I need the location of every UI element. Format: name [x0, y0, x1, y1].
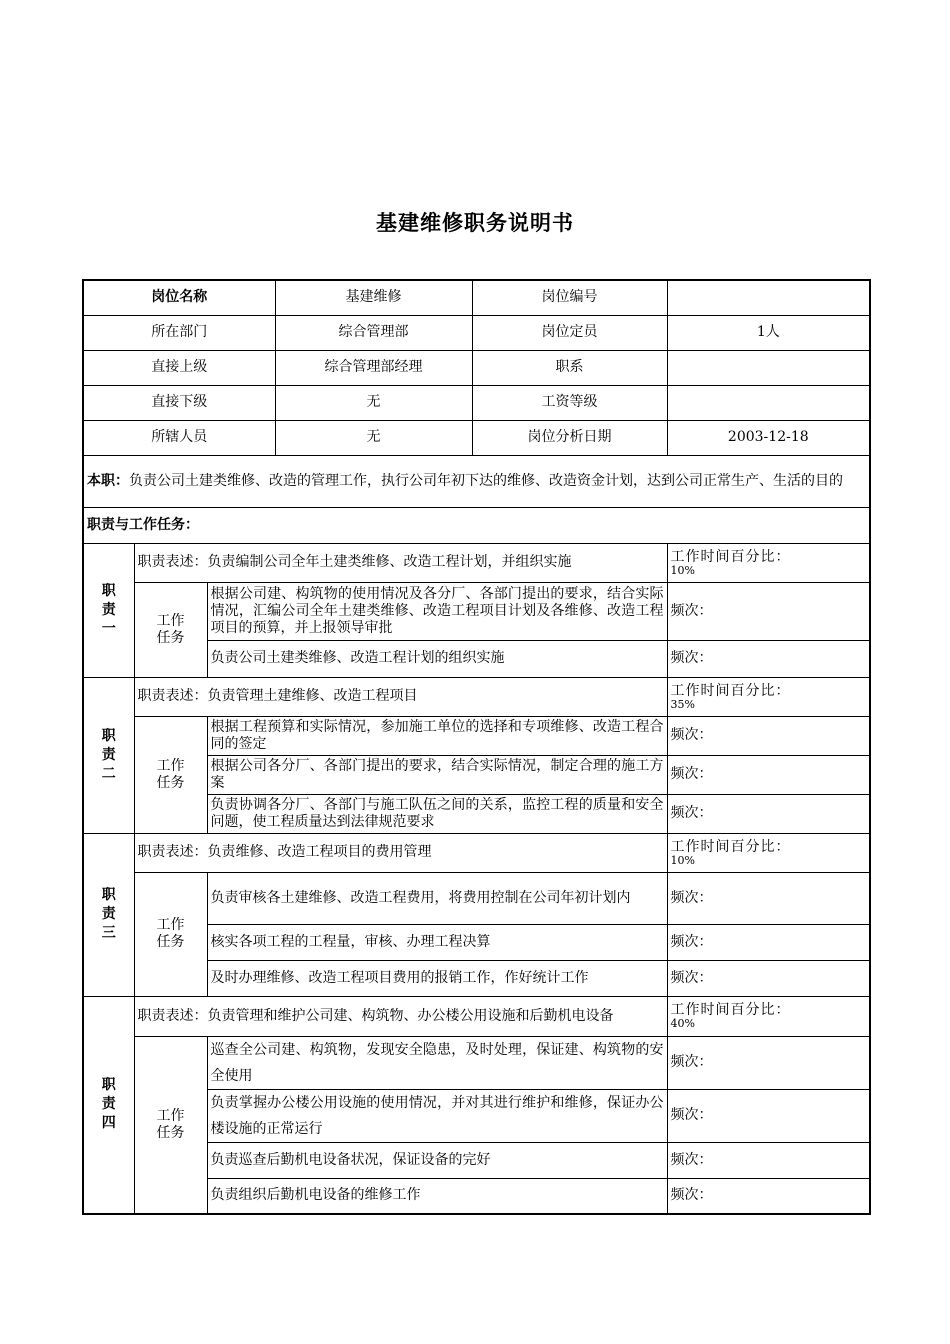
info-label: 工资等级 — [472, 385, 667, 420]
duty-statement: 职责表述：负责维修、改造工程项目的费用管理 — [134, 833, 667, 872]
task-frequency: 频次： — [667, 640, 870, 677]
task-text: 根据公司建、构筑物的使用情况及各分厂、各部门提出的要求，结合实际情况，汇编公司全年土建类维修、改造工程项目计划及各维修、改造工程项目的预算，并上报领导审批 — [207, 582, 667, 640]
duty-name — [83, 996, 134, 1214]
info-label: 所辖人员 — [83, 420, 275, 455]
info-value — [667, 385, 870, 420]
task-text: 及时办理维修、改造工程项目费用的报销工作，作好统计工作 — [207, 960, 667, 996]
info-value: 综合管理部经理 — [275, 350, 472, 385]
task-frequency: 频次： — [667, 582, 870, 640]
pct-value: 10% — [670, 563, 695, 577]
task-text: 负责巡查后勤机电设备状况，保证设备的完好 — [207, 1142, 667, 1178]
duty-statement-row — [83, 677, 870, 716]
info-label: 岗位定员 — [472, 315, 667, 350]
duty-statement-row — [83, 996, 870, 1036]
task-label-text: 工作任务 — [156, 917, 185, 950]
task-text: 核实各项工程的工程量，审核、办理工程决算 — [207, 924, 667, 960]
info-label: 岗位名称 — [83, 280, 275, 315]
info-row — [83, 280, 870, 315]
task-label — [134, 1036, 207, 1214]
info-value: 无 — [275, 420, 472, 455]
task-label-text: 工作任务 — [156, 757, 185, 791]
pct-label: 工作时间百分比： — [670, 682, 791, 699]
main-duty-label: 本职： — [87, 473, 129, 489]
duty-name — [83, 677, 134, 833]
task-text: 负责掌握办公楼公用设施的使用情况，并对其进行维护和维修，保证办公楼设施的正常运行 — [207, 1089, 667, 1142]
info-value: 基建维修 — [275, 280, 472, 315]
task-label — [134, 582, 207, 677]
task-label-text: 工作任务 — [156, 612, 185, 646]
task-frequency: 频次： — [667, 872, 870, 924]
task-row — [83, 582, 870, 640]
info-label: 直接下级 — [83, 385, 275, 420]
task-text: 负责公司土建类维修、改造工程计划的组织实施 — [207, 640, 667, 677]
duty-name-text: 职责二 — [101, 727, 116, 782]
task-frequency: 频次： — [667, 755, 870, 794]
info-label: 岗位分析日期 — [472, 420, 667, 455]
pct-value: 35% — [670, 697, 695, 711]
task-frequency: 频次： — [667, 924, 870, 960]
task-text: 根据公司各分厂、各部门提出的要求，结合实际情况，制定合理的施工方案 — [207, 755, 667, 794]
duty-name — [83, 543, 134, 677]
task-text: 负责审核各土建维修、改造工程费用，将费用控制在公司年初计划内 — [207, 872, 667, 924]
info-value: 1人 — [667, 315, 870, 350]
info-value — [667, 280, 870, 315]
duty-statement: 职责表述：负责管理土建维修、改造工程项目 — [134, 677, 667, 716]
page-title: 基建维修职务说明书 — [376, 211, 574, 235]
pct-label: 工作时间百分比： — [670, 838, 791, 855]
info-row — [83, 315, 870, 350]
duty-percentage — [667, 677, 870, 716]
info-row — [83, 385, 870, 420]
duty-percentage — [667, 996, 870, 1036]
task-row — [83, 716, 870, 755]
pct-value: 40% — [670, 1017, 695, 1030]
pct-value: 10% — [670, 853, 695, 867]
info-label: 职系 — [472, 350, 667, 385]
info-value: 综合管理部 — [275, 315, 472, 350]
info-label: 直接上级 — [83, 350, 275, 385]
duty-statement: 职责表述：负责编制公司全年土建类维修、改造工程计划，并组织实施 — [134, 543, 667, 582]
task-text: 根据工程预算和实际情况，参加施工单位的选择和专项维修、改造工程合同的签定 — [207, 716, 667, 755]
job-description-table — [82, 279, 871, 1215]
task-frequency: 频次： — [667, 794, 870, 833]
info-value: 2003-12-18 — [667, 420, 870, 455]
main-duty-text: 负责公司土建类维修、改造的管理工作，执行公司年初下达的维修、改造资金计划，达到公司正常生产、生活的目的 — [129, 473, 843, 489]
task-label — [134, 716, 207, 833]
task-text: 负责组织后勤机电设备的维修工作 — [207, 1178, 667, 1214]
task-frequency: 频次： — [667, 1178, 870, 1214]
task-frequency: 频次： — [667, 960, 870, 996]
pct-label: 工作时间百分比： — [670, 1002, 791, 1018]
duty-name-text: 职责一 — [101, 582, 116, 637]
duty-statement: 职责表述：负责管理和维护公司建、构筑物、办公楼公用设施和后勤机电设备 — [134, 996, 667, 1036]
task-frequency: 频次： — [667, 1036, 870, 1089]
task-row — [83, 1036, 870, 1089]
duty-name-text: 职责四 — [101, 1077, 116, 1132]
duty-percentage — [667, 833, 870, 872]
task-frequency: 频次： — [667, 1142, 870, 1178]
info-value: 无 — [275, 385, 472, 420]
main-duty — [83, 455, 870, 507]
duty-percentage — [667, 543, 870, 582]
task-text: 负责协调各分厂、各部门与施工队伍之间的关系，监控工程的质量和安全问题，使工程质量达到法律规范要求 — [207, 794, 667, 833]
task-label-text: 工作任务 — [156, 1107, 185, 1141]
info-label: 岗位编号 — [472, 280, 667, 315]
task-text: 巡查全公司建、构筑物，发现安全隐患，及时处理，保证建、构筑物的安全使用 — [207, 1036, 667, 1089]
tasks-header-row — [83, 507, 870, 543]
tasks-header: 职责与工作任务： — [83, 507, 870, 543]
duty-name-text: 职责三 — [101, 887, 116, 941]
info-row — [83, 350, 870, 385]
info-row — [83, 420, 870, 455]
info-label: 所在部门 — [83, 315, 275, 350]
pct-label: 工作时间百分比： — [670, 548, 791, 565]
task-row — [83, 872, 870, 924]
main-duty-row — [83, 455, 870, 507]
duty-name — [83, 833, 134, 996]
task-frequency: 频次： — [667, 716, 870, 755]
duty-statement-row — [83, 833, 870, 872]
info-value — [667, 350, 870, 385]
duty-statement-row — [83, 543, 870, 582]
task-label — [134, 872, 207, 996]
task-frequency: 频次： — [667, 1089, 870, 1142]
